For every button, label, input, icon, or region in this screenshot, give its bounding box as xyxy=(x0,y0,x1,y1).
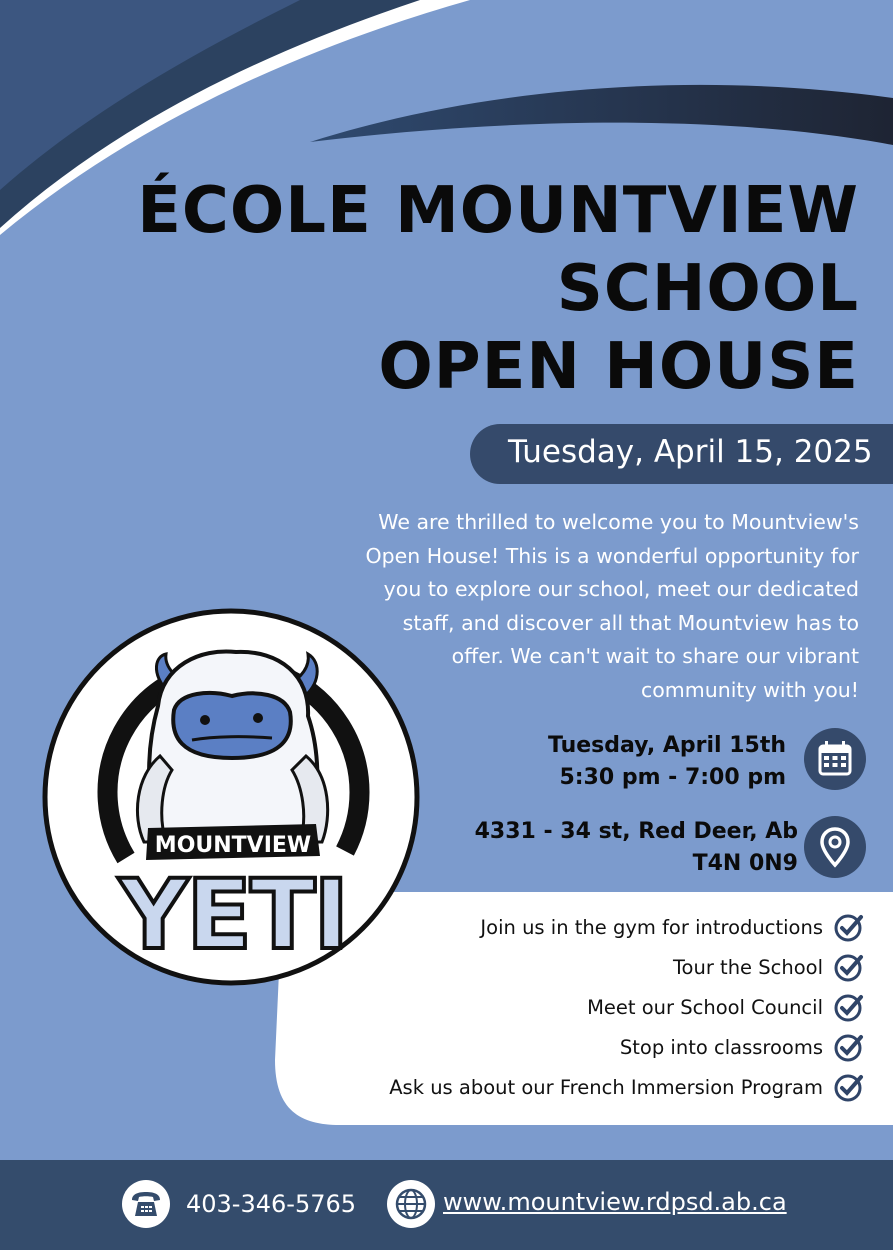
phone-number[interactable]: 403-346-5765 xyxy=(186,1190,357,1218)
intro-line: offer. We can't wait to share our vibrant xyxy=(451,644,859,669)
intro-line: staff, and discover all that Mountview has to xyxy=(402,610,859,635)
title-line-2: SCHOOL xyxy=(556,252,859,326)
check-circle-icon xyxy=(833,911,865,943)
footer-bar xyxy=(0,1160,893,1250)
event-day: Tuesday, April 15th xyxy=(548,733,786,758)
location-street: 4331 - 34 st, Red Deer, Ab xyxy=(474,819,798,844)
intro-line: community with you! xyxy=(640,677,859,702)
website-link[interactable]: www.mountview.rdpsd.ab.ca xyxy=(443,1188,787,1216)
check-circle-icon xyxy=(833,951,865,983)
event-datetime xyxy=(548,730,786,794)
location-postal: T4N 0N9 xyxy=(692,851,798,876)
intro-line: you to explore our school, meet our dedicated xyxy=(383,577,859,602)
title-line-1: ÉCOLE MOUNTVIEW xyxy=(137,174,859,248)
list-item xyxy=(265,1067,865,1107)
page-title xyxy=(99,172,859,406)
event-location xyxy=(475,816,798,880)
check-circle-icon xyxy=(833,1031,865,1063)
list-item xyxy=(265,987,865,1027)
list-item xyxy=(265,1027,865,1067)
event-time: 5:30 pm - 7:00 pm xyxy=(559,765,786,790)
logo-top-text: MOUNTVIEW xyxy=(154,833,312,858)
location-pin-icon xyxy=(804,816,866,878)
checklist-item-label: Tour the School xyxy=(672,955,823,979)
list-item xyxy=(265,907,865,947)
checklist-item-label: Join us in the gym for introductions xyxy=(480,915,823,939)
date-banner-text: Tuesday, April 15, 2025 xyxy=(508,434,873,470)
title-line-3: OPEN HOUSE xyxy=(378,330,859,404)
globe-icon xyxy=(387,1180,435,1228)
logo-bottom-text: YETI xyxy=(118,859,348,971)
intro-line: We are thrilled to welcome you to Mountview's xyxy=(378,510,859,534)
calendar-icon xyxy=(804,728,866,790)
activity-checklist xyxy=(265,907,865,1107)
date-banner xyxy=(470,424,893,484)
checklist-item-label: Ask us about our French Immersion Program xyxy=(389,1075,823,1099)
intro-line: Open House! This is a wonderful opportunity for xyxy=(365,543,859,568)
list-item xyxy=(265,947,865,987)
checklist-item-label: Meet our School Council xyxy=(587,995,823,1019)
telephone-icon xyxy=(122,1180,170,1228)
checklist-item-label: Stop into classrooms xyxy=(619,1035,823,1059)
check-circle-icon xyxy=(833,991,865,1023)
check-circle-icon xyxy=(833,1071,865,1103)
